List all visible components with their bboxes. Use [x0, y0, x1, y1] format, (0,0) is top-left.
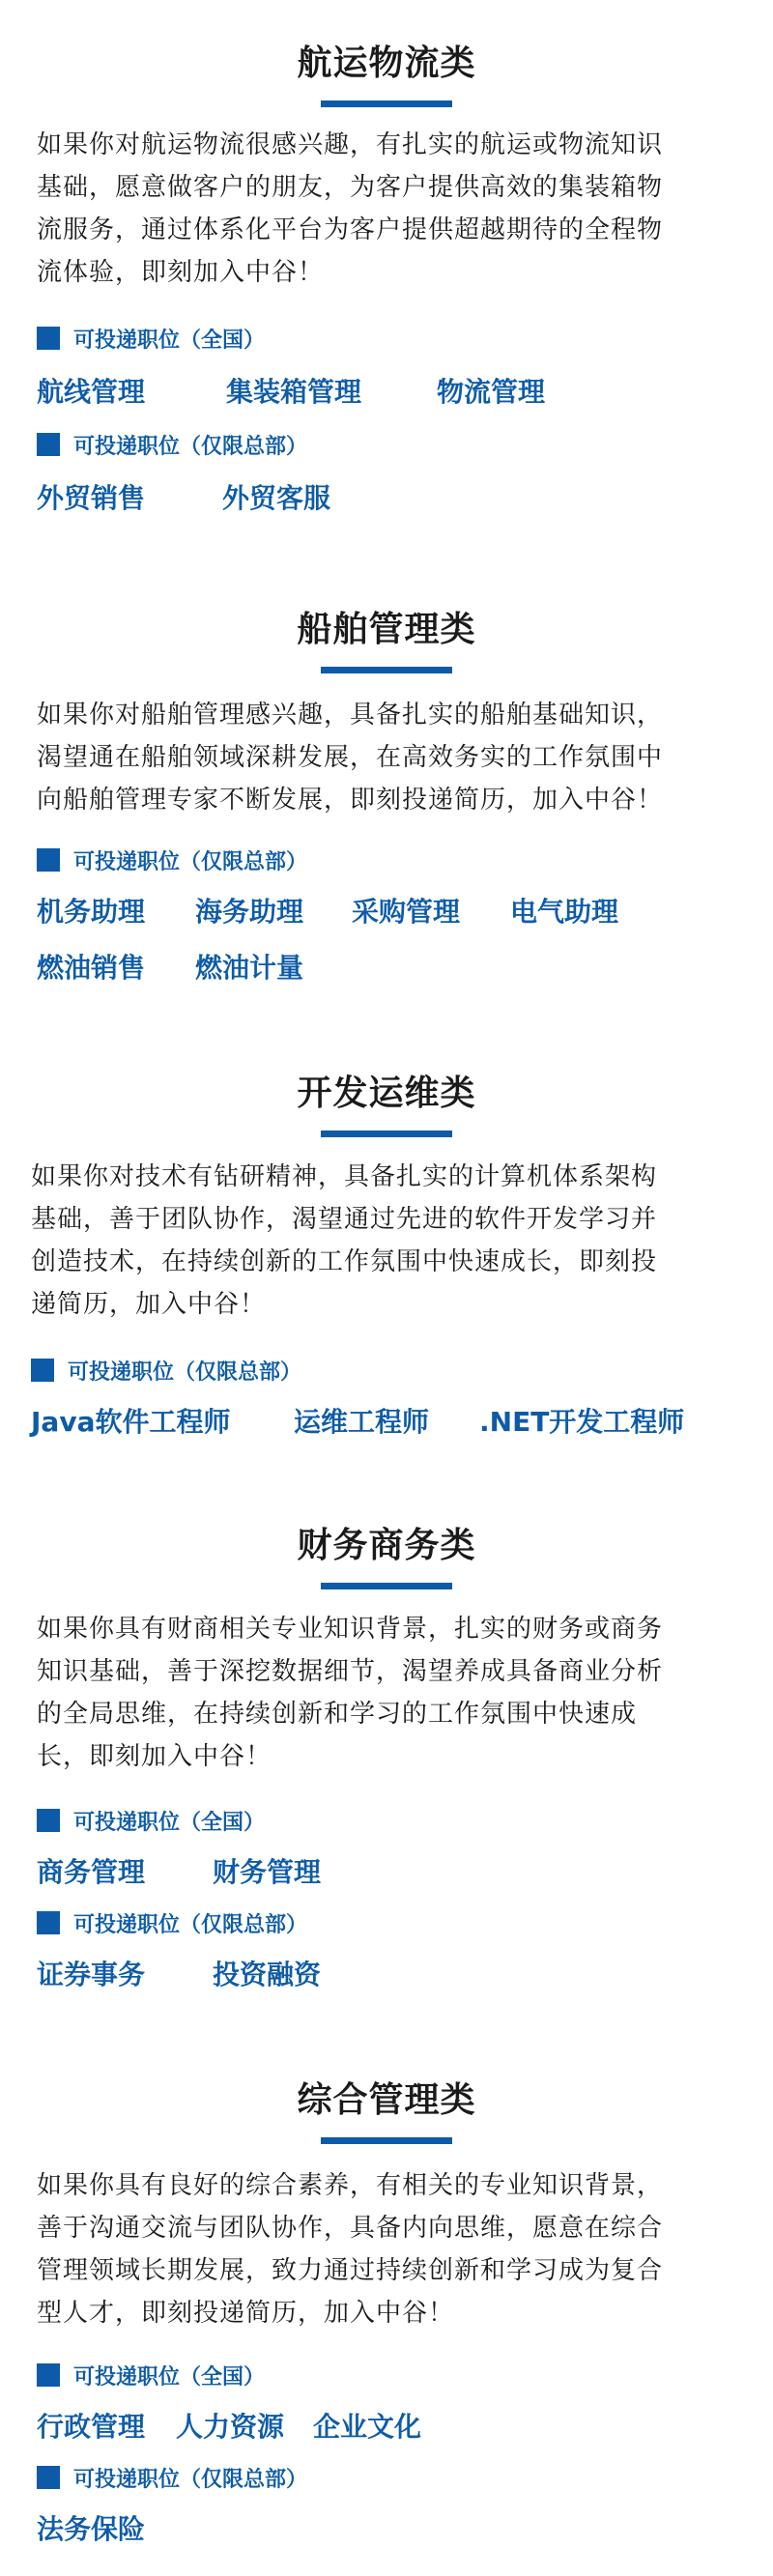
job-link[interactable]: 行政管理 [37, 2411, 146, 2443]
job-link[interactable]: 人力资源 [176, 2411, 285, 2443]
blue-square-icon [31, 1359, 54, 1382]
description-line: 基础，愿意做客户的朋友，为客户提供高效的集装箱物 [37, 173, 664, 202]
position-group-label: 可投递职位（仅限总部） [73, 2467, 308, 2492]
description-line: 如果你对技术有钻研精神，具备扎实的计算机体系架构 [31, 1162, 658, 1191]
position-group-label: 可投递职位（仅限总部） [73, 434, 308, 459]
section-title-underline [321, 1131, 452, 1137]
description-line: 基础，善于团队协作，渴望通过先进的软件开发学习并 [31, 1205, 658, 1234]
description-line: 长，即刻加入中谷！ [37, 1742, 272, 1771]
description-line: 如果你具有良好的综合素养，有相关的专业知识背景， [37, 2171, 664, 2200]
blue-square-icon [37, 848, 60, 872]
job-link[interactable]: 燃油计量 [195, 952, 304, 984]
section-title-underline [321, 100, 452, 107]
section-title-underline [321, 2137, 452, 2144]
position-group-header [31, 1357, 301, 1384]
section-title-dev-ops: 开发运维类 [297, 1073, 476, 1113]
position-group-header [37, 1909, 307, 1936]
description-line: 的全局思维，在持续创新和学习的工作氛围中快速成 [37, 1700, 638, 1729]
job-link[interactable]: 外贸客服 [222, 482, 331, 514]
section-title-ship-management: 船舶管理类 [297, 610, 476, 649]
blue-square-icon [37, 2466, 60, 2489]
position-group-header [37, 2361, 265, 2389]
blue-square-icon [37, 1809, 60, 1832]
blue-square-icon [37, 327, 60, 350]
description-line: 型人才，即刻投递简历，加入中谷！ [37, 2299, 455, 2328]
description-line: 善于沟通交流与团队协作，具备内向思维，愿意在综合 [37, 2214, 664, 2243]
job-link[interactable]: 财务管理 [213, 1856, 322, 1888]
position-group-label: 可投递职位（全国） [73, 2364, 266, 2390]
position-group-label: 可投递职位（仅限总部） [73, 849, 308, 874]
section-title-underline [321, 667, 452, 673]
description-line: 递简历，加入中谷！ [31, 1290, 267, 1319]
position-group-header [37, 846, 307, 873]
blue-square-icon [37, 2363, 60, 2387]
description-line: 向船舶管理专家不断发展，即刻投递简历，加入中谷！ [37, 786, 664, 815]
section-title-general-management: 综合管理类 [297, 2080, 476, 2120]
position-group-label: 可投递职位（全国） [73, 328, 266, 353]
section-title-finance-business: 财务商务类 [297, 1526, 476, 1565]
job-link[interactable]: 运维工程师 [294, 1406, 430, 1438]
position-group-header [37, 325, 265, 352]
job-link[interactable]: 机务助理 [37, 896, 146, 928]
description-line: 流体验，即刻加入中谷！ [37, 258, 325, 287]
description-line: 如果你具有财商相关专业知识背景，扎实的财务或商务 [37, 1615, 664, 1644]
position-group-label: 可投递职位（全国） [73, 1810, 266, 1835]
description-line: 管理领域长期发展，致力通过持续创新和学习成为复合 [37, 2256, 664, 2285]
job-link[interactable]: 外贸销售 [37, 482, 146, 514]
section-description [37, 124, 742, 294]
blue-square-icon [37, 1911, 60, 1934]
job-link[interactable]: 证券事务 [37, 1959, 146, 1990]
description-line: 流服务，通过体系化平台为客户提供超越期待的全程物 [37, 215, 664, 244]
section-description [37, 2164, 742, 2334]
job-link[interactable]: 采购管理 [352, 896, 461, 928]
job-link[interactable]: .NET开发工程师 [479, 1406, 685, 1438]
section-description [31, 1156, 736, 1326]
job-link[interactable]: 集装箱管理 [226, 376, 362, 408]
section-description [37, 694, 742, 821]
description-line: 如果你对航运物流很感兴趣，有扎实的航运或物流知识 [37, 130, 664, 159]
blue-square-icon [37, 433, 60, 456]
description-line: 渴望通在船舶领域深耕发展，在高效务实的工作氛围中 [37, 743, 664, 772]
job-link[interactable]: 物流管理 [437, 376, 546, 408]
description-line: 创造技术，在持续创新的工作氛围中快速成长，即刻投 [31, 1247, 658, 1276]
job-link[interactable]: 海务助理 [195, 896, 304, 928]
position-group-label: 可投递职位（仅限总部） [73, 1912, 308, 1937]
section-title-shipping-logistics: 航运物流类 [297, 43, 476, 83]
section-description [37, 1608, 742, 1778]
position-group-header [37, 1807, 265, 1834]
job-link[interactable]: 航线管理 [37, 376, 146, 408]
position-group-label: 可投递职位（仅限总部） [68, 1360, 302, 1385]
position-group-header [37, 2464, 307, 2491]
job-link[interactable]: 电气助理 [510, 896, 619, 928]
job-link[interactable]: Java软件工程师 [31, 1406, 231, 1438]
description-line: 知识基础，善于深挖数据细节，渴望养成具备商业分析 [37, 1657, 664, 1686]
section-title-underline [321, 1583, 452, 1589]
job-link[interactable]: 法务保险 [37, 2513, 146, 2545]
job-link[interactable]: 燃油销售 [37, 952, 146, 984]
job-link[interactable]: 企业文化 [313, 2411, 422, 2443]
job-link[interactable]: 投资融资 [213, 1959, 322, 1990]
position-group-header [37, 431, 307, 458]
job-link[interactable]: 商务管理 [37, 1856, 146, 1888]
description-line: 如果你对船舶管理感兴趣，具备扎实的船舶基础知识， [37, 701, 664, 730]
